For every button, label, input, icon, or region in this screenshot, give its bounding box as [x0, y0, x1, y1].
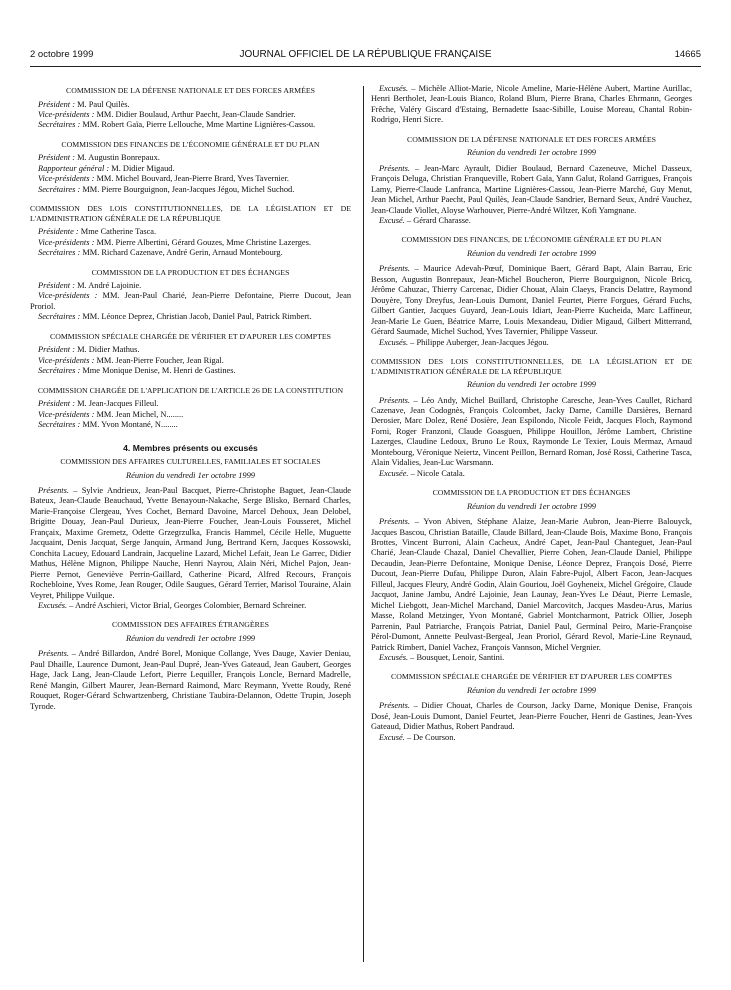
page-header: [30, 49, 701, 63]
section-title: COMMISSION DE LA DÉFENSE NATIONALE ET DES FORCES ARMÉES: [407, 134, 656, 144]
section-title: COMMISSION DES AFFAIRES CULTURELLES, FAMILIALES ET SOCIALES: [60, 457, 321, 467]
presents-paragraph: Présents. – André Billardon, André Borel, Monique Collange, Yves Dauge, Xavier Deniau, Paul Dhaille, Laurence Dumont, Jean-Paul Dupré, Jean-Yves Gateaud, Jean Gaubert, Georges Hage, Jack Lang, Jean-Claude Lefort, Pierre Lequiller, François Loncle, Bernard Madrelle, René Mangin, Gilbert Maurer, Jean-Bernard Raimond, Marc Reymann, Yvette Roudy, René Rouquet, Roger-Gérard Schwartzenberg, Christiane Taubira-Delannon, Odette Trupin, Joseph Tyrode.: [30, 649, 351, 711]
vice-presidents-line: Vice-présidents : MM. Jean Michel, N........: [38, 409, 184, 419]
part-heading: 4. Membres présents ou excusés: [123, 442, 258, 453]
header-rule: [30, 66, 701, 67]
vice-presidents-line: Vice-présidents : MM. Didier Boulaud, Arthur Paecht, Jean-Claude Sandrier.: [38, 109, 296, 119]
column-separator: [363, 86, 364, 962]
meeting-date: Réunion du vendredi 1er octobre 1999: [467, 248, 596, 258]
presents-paragraph: Présents. – Yvon Abiven, Stéphane Alaize, Jean-Marie Aubron, Jean-Pierre Balouyck, Jacques Bascou, Christian Bataille, Claude Billard, Jean-Claude Bois, Maxime Bono, François Brottes, Vincent Burroni, Alain Cacheux, André Capet, Jean-Paul Chanteguet, Jean-Paul Charié, Jean-Claude Chazal, Daniel Chevallier, Pierre Cohen, Jean-Claude Daniel, Philippe Decaudin, Jean-Pierre Defontaine, Monique Denise, Léonce Deprez, François Dosé, Pierre Ducout, Jean-Pierre Dufau, Philippe Duron, Alain Fabre-Pujol, Albert Facon, Jean-Jacques Filleul, Jacques Fleury, André Godin, Alain Gouriou, Joël Goyheneix, Michel Grégoire, Claude Jacquot, Janine Jambu, André Lajoinie, Jean Launay, Jean-Yves Le Déaut, Pierre Lemasle, Michel Liebgott, Jean-Michel Marchand, Daniel Marcovitch, Jacques Masdeu-Arus, Marius Masse, Roland Metzinger, Yvon Montané, Gabriel Montcharmont, Patrick Ollier, Joseph Parrenin, Paul Patriarche, François Patriat, Daniel Paul, Germinal Peiro, Marie-Françoise Pérol-Dumont, Annette Peulvast-Bergeal, Jean Proriol, Gérard Revol, Marie-Line Reynaud, Patrick Rimbert, Daniel Vachez, François Vannson, Michel Vergnier.: [371, 517, 692, 652]
president-line: Président : M. Jean-Jacques Filleul.: [38, 399, 159, 409]
presents-paragraph: Présents. – Jean-Marc Ayrault, Didier Boulaud, Bernard Cazeneuve, Michel Dasseux, François Deluga, Christian Franqueville, Robert Gaïa, Yann Galut, Roland Garrigues, François Lamy, Pierre-Claude Lanfranca, Martine Lignières-Cassou, Jean-Pierre Marché, Guy Menut, Jean Michel, Arthur Paecht, Paul Quilès, Jean-Claude Sandrier, Bernard Seux, André Vauchez, Jean-Claude Viollet, Aloyse Warhouver, Pierre-André Wiltzer, Kofi Yamgnane.: [371, 163, 692, 215]
president-line: Président : M. Didier Mathus.: [38, 345, 140, 355]
section-etrangeres-excuses: [371, 84, 692, 126]
president-line: Président : M. Augustin Bonrepaux.: [38, 153, 160, 163]
rapporteur-line: Rapporteur général : M. Didier Migaud.: [38, 163, 175, 173]
section-title: COMMISSION DES FINANCES DE L'ÉCONOMIE GÉNÉRALE ET DU PLAN: [61, 139, 320, 149]
excuses-paragraph: Excusés. – Philippe Auberger, Jean-Jacques Jégou.: [379, 337, 549, 347]
header-date: 2 octobre 1999: [30, 49, 94, 60]
section-culturelles-presence: [30, 457, 351, 611]
section-title: COMMISSION SPÉCIALE CHARGÉE DE VÉRIFIER ET D'APURER LES COMPTES: [50, 331, 331, 341]
vice-presidents-line: Vice-présidents : MM. Jean-Paul Charié, Jean-Pierre Defontaine, Pierre Ducout, Jean Proriol.: [30, 291, 352, 311]
secretaires-line: Secrétaires : MM. Pierre Bourguignon, Jean-Jacques Jégou, Michel Suchod.: [38, 184, 295, 194]
presents-paragraph: Présents. – Didier Chouat, Charles de Courson, Jacky Darne, Monique Denise, François Dosé, Jean-Louis Dumont, Daniel Feurtet, Jean-Pierre Foucher, Henri de Gastines, Jean-Yves Gateaud, Didier Mathus, Robert Pandraud.: [371, 701, 692, 732]
section-title: COMMISSION DE LA DÉFENSE NATIONALE ET DES FORCES ARMÉES: [66, 86, 315, 95]
secretaires-line: Secrétaires : MM. Robert Gaïa, Pierre Lellouche, Mme Martine Lignières-Cassou.: [38, 120, 316, 130]
left-column: [30, 86, 351, 721]
excuses-paragraph: Excusés. – Bousquet, Lenoir, Santini.: [379, 652, 505, 662]
section-title: COMMISSION DES FINANCES, DE L'ÉCONOMIE GÉNÉRALE ET DU PLAN: [401, 235, 662, 245]
vice-presidents-line: Vice-présidents : MM. Pierre Albertini, Gérard Gouzes, Mme Christine Lazerges.: [38, 237, 311, 247]
section-finances-presence: [371, 235, 692, 348]
excuses-paragraph: Excusé. – De Courson.: [379, 732, 456, 742]
section-defense-bureau: [30, 86, 351, 131]
section-speciale-bureau: [30, 332, 351, 377]
header-page-number: 14665: [674, 49, 701, 60]
excuses-paragraph: Excusé. – Gérard Charasse.: [379, 216, 471, 226]
secretaires-line: Secrétaires : Mme Monique Denise, M. Henri de Gastines.: [38, 366, 236, 376]
secretaires-line: Secrétaires : MM. Léonce Deprez, Christian Jacob, Daniel Paul, Patrick Rimbert.: [38, 312, 312, 322]
meeting-date: Réunion du vendredi 1er octobre 1999: [126, 470, 255, 480]
secretaires-line: Secrétaires : MM. Yvon Montané, N........: [38, 420, 178, 430]
president-line: Président : M. Paul Quilès.: [38, 99, 130, 109]
section-title: COMMISSION DE LA PRODUCTION ET DES ÉCHANGES: [91, 267, 290, 277]
section-defense-presence: [371, 135, 692, 227]
section-title: COMMISSION DES LOIS CONSTITUTIONNELLES, DE LA LÉGISLATION ET DE L'ADMINISTRATION GÉNÉRALE DE LA RÉPUBLIQUE: [371, 357, 692, 376]
header-title: JOURNAL OFFICIEL DE LA RÉPUBLIQUE FRANÇAISE: [239, 49, 492, 60]
meeting-date: Réunion du vendredi 1er octobre 1999: [467, 501, 596, 511]
section-title: COMMISSION DE LA PRODUCTION ET DES ÉCHANGES: [432, 488, 631, 498]
section-production-bureau: [30, 268, 351, 323]
presents-paragraph: Présents. – Léo Andy, Michel Buillard, Christophe Caresche, Jean-Yves Caullet, Richard Cazenave, Jean Codognès, François Colcombet, Jacky Darne, Camille Darsières, Bernard Derosier, Marc Dolez, René Dosière, Jean Espilondo, Nicole Feidt, Jacques Floch, Raymond Forni, Roger Franzoni, Claude Goasguen, Philippe Houillon, Jérôme Lambert, Christine Lazerges, Claudine Ledoux, Bruno Le Roux, Raymonde Le Texier, Louis Mermaz, Arnaud Montebourg, Véronique Neiertz, Vincent Peillon, Bernard Roman, José Rossi, Catherine Tasca, Alain Vidalies, Jean-Luc Warsmann.: [371, 395, 692, 468]
section-title: COMMISSION DES AFFAIRES ÉTRANGÈRES: [112, 620, 269, 630]
meeting-date: Réunion du vendredi 1er octobre 1999: [467, 148, 596, 158]
meeting-date: Réunion du vendredi 1er octobre 1999: [467, 685, 596, 695]
excuses-paragraph: Excusés. – André Aschieri, Victor Brial, Georges Colombier, Bernard Schreiner.: [38, 600, 307, 610]
presents-paragraph: Présents. – Maurice Adevah-Pœuf, Dominique Baert, Gérard Bapt, Alain Barrau, Eric Besson, Augustin Bonrepaux, Jean-Michel Boucheron, Pierre Bourguignon, Nicole Bricq, Jérôme Cahuzac, Thierry Carcenac, Didier Chouat, Alain Claeys, Francis Delattre, Raymond Douyère, Tony Dreyfus, Jean-Louis Dumont, Daniel Feurtet, Pierre Forgues, Gérard Fuchs, Gilbert Gantier, Jacques Guyard, Jean-Louis Idiart, Jean-Pierre Kucheida, Marc Laffineur, Jean-Marie Le Guen, Béatrice Marre, Louis Mexandeau, Didier Migaud, Gilbert Mitterrand, Gérard Saumade, Michel Suchod, Yves Tavernier, Philippe Vasseur.: [371, 264, 692, 337]
section-title: COMMISSION CHARGÉE DE L'APPLICATION DE L'ARTICLE 26 DE LA CONSTITUTION: [37, 385, 344, 395]
section-speciale-presence: [371, 672, 692, 743]
vice-presidents-line: Vice-présidents : MM. Michel Bouvard, Jean-Pierre Brard, Yves Tavernier.: [38, 174, 289, 184]
meeting-date: Réunion du vendredi 1er octobre 1999: [126, 633, 255, 643]
section-finances-bureau: [30, 140, 351, 195]
meeting-date: Réunion du vendredi 1er octobre 1999: [467, 380, 596, 390]
presents-paragraph: Présents. – Sylvie Andrieux, Jean-Paul Bacquet, Pierre-Christophe Baguet, Jean-Claude Bateux, Jean-Claude Beauchaud, Yvette Benayoun-Nakache, Serge Blisko, Bernard Charles, Marie-Françoise Clergeau, Yves Cochet, Bernard Davoine, Marcel Dehoux, Jean Delobel, Brigitte Douay, Jean-Paul Durieux, Jean-Pierre Foucher, Jean-Louis Fousseret, Michel Françaix, Maxime Gremetz, Odette Grzegrzulka, Francis Hammel, Cécile Helle, Muguette Jacquaint, Denis Jacquat, Serge Janquin, Armand Jung, Bertrand Kern, Jacques Kossowski, Conchita Lacuey, Edouard Landrain, Jacqueline Lazard, Michel Lefait, Jean Le Garrec, Didier Mathus, Hélène Mignon, Philippe Nauche, Henri Nayrou, Alain Néri, Michel Pajon, Jean-Pierre Pernot, Geneviève Perrin-Gaillard, Catherine Picard, Alfred Recours, François Rochebloine, Yves Rome, Jean Rouger, Odile Saugues, Gérard Terrier, Marisol Touraine, Alain Veyret, Philippe Vuilque.: [30, 485, 351, 600]
section-etrangeres-presence: [30, 620, 351, 712]
excuses-paragraph: Excusée. – Nicole Catala.: [379, 468, 465, 478]
right-column: [371, 84, 692, 752]
section-production-presence: [371, 488, 692, 663]
section-lois-presence: [371, 357, 692, 479]
secretaires-line: Secrétaires : MM. Richard Cazenave, André Gerin, Arnaud Montebourg.: [38, 248, 283, 258]
section-lois-bureau: [30, 204, 351, 258]
section-title: COMMISSION SPÉCIALE CHARGÉE DE VÉRIFIER ET D'APURER LES COMPTES: [391, 672, 672, 682]
excuses-paragraph: Excusés. – Michèle Alliot-Marie, Nicole Ameline, Marie-Hélène Aubert, Martine Aurillac, Henri Bertholet, Jean-Louis Bianco, Roland Blum, Pierre Brana, Charles Ehrmann, Georges Frêche, Valéry Giscard d'Estaing, Bernadette Isaac-Sibille, Louise Moreau, Chantal Robin-Rodrigo, Henri Sicre.: [371, 84, 692, 125]
section-title: COMMISSION DES LOIS CONSTITUTIONNELLES, DE LA LÉGISLATION ET DE L'ADMINISTRATION GÉNÉRALE DE LA RÉPUBLIQUE: [30, 204, 351, 223]
president-line: Président : M. André Lajoinie.: [38, 281, 142, 291]
section-article26-bureau: [30, 386, 351, 431]
vice-presidents-line: Vice-présidents : MM. Jean-Pierre Foucher, Jean Rigal.: [38, 355, 224, 365]
presidente-line: Présidente : Mme Catherine Tasca.: [38, 227, 157, 237]
